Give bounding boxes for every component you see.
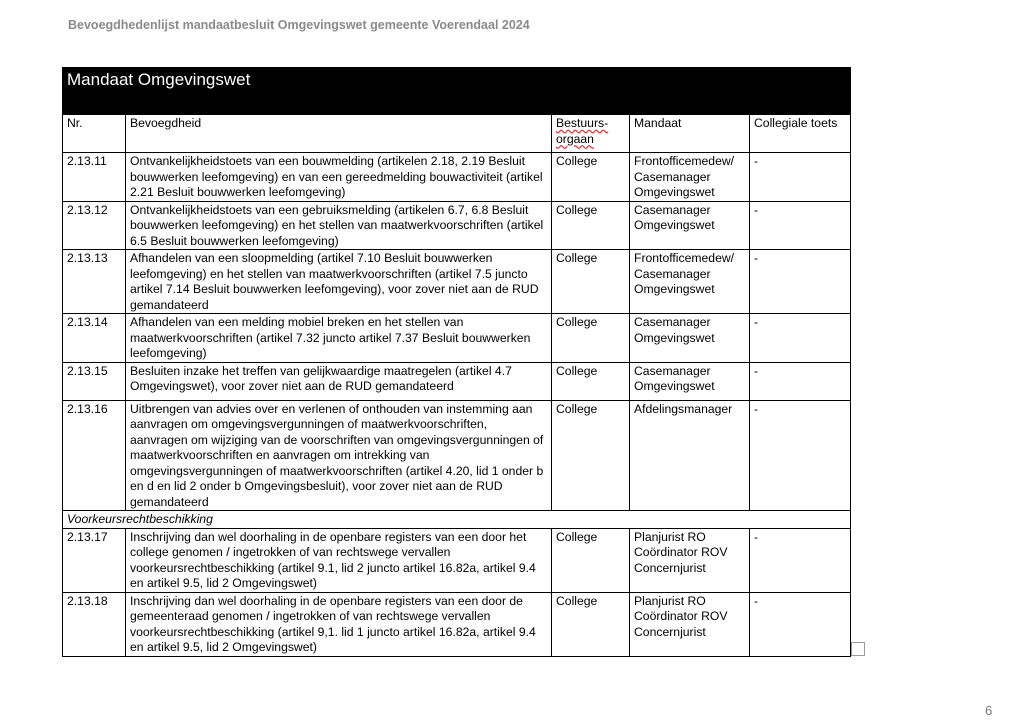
row-bevoegdheid: Inschrijving dan wel doorhaling in de openbare registers van een door de gemeenteraad genomen / ingetrokken of van rechtswege vervallen voorkeursrechtbeschikking (artikel 9,1. lid 1 juncto artikel 16.82a, artikel 9.4 en artikel 9.5, lid 2 Omgevingswet)	[126, 592, 552, 656]
row-collegiale-toets: -	[750, 592, 851, 656]
row-collegiale-toets: -	[750, 201, 851, 250]
row-bevoegdheid: Inschrijving dan wel doorhaling in de openbare registers van een door het college genomen / ingetrokken of van rechtswege vervallen voorkeursrechtbeschikking (artikel 9.1, lid 2 juncto artikel 16.82a, artikel 9.4 en artikel 9.5, lid 2 Omgevingswet)	[126, 528, 552, 592]
row-nr: 2.13.13	[63, 250, 126, 314]
row-nr: 2.13.15	[63, 362, 126, 400]
row-bevoegdheid: Afhandelen van een melding mobiel breken en het stellen van maatwerkvoorschriften (artikel 7.32 juncto artikel 7.37 Besluit bouwwerken leefomgeving)	[126, 314, 552, 363]
table-row	[63, 592, 851, 656]
row-bestuursorgaan: College	[552, 153, 630, 202]
row-collegiale-toets: -	[750, 314, 851, 363]
table-row	[63, 314, 851, 363]
row-nr: 2.13.18	[63, 592, 126, 656]
column-header-collegiale-toets: Collegiale toets	[750, 115, 851, 153]
row-bestuursorgaan: College	[552, 400, 630, 511]
row-bevoegdheid: Ontvankelijkheidstoets van een bouwmelding (artikelen 2.18, 2.19 Besluit bouwwerken leefomgeving) en van een gereedmelding bouwactiviteit (artikel 2.21 Besluit bouwwerken leefomgeving)	[126, 153, 552, 202]
column-header-bestuursorgaan-text: Bestuurs-orgaan	[556, 116, 609, 146]
row-collegiale-toets: -	[750, 153, 851, 202]
row-bevoegdheid: Ontvankelijkheidstoets van een gebruiksmelding (artikelen 6.7, 6.8 Besluit bouwwerken leefomgeving) en het stellen van maatwerkvoorschriften (artikel 6.5 Besluit bouwwerken leefomgeving)	[126, 201, 552, 250]
column-header-bestuursorgaan	[552, 115, 630, 153]
table-title: Mandaat Omgevingswet	[63, 68, 851, 115]
row-bevoegdheid: Uitbrengen van advies over en verlenen of onthouden van instemming aan aanvragen om omgevingsvergunningen of maatwerkvoorschriften, aanvragen om wijziging van de voorschriften van omgevingsvergunningen of maatwerkvoorschriften en aanvragen om intrekking van omgevingsvergunningen of maatwerkvoorschriften (artikel 4.20, lid 1 onder b en d en lid 2 onder b Omgevingsbesluit), voor zover niet aan de RUD gemandateerd	[126, 400, 552, 511]
row-bestuursorgaan: College	[552, 201, 630, 250]
row-collegiale-toets: -	[750, 528, 851, 592]
section-heading: Voorkeursrechtbeschikking	[63, 511, 851, 529]
row-mandaat: Casemanager Omgevingswet	[630, 314, 750, 363]
row-nr: 2.13.17	[63, 528, 126, 592]
row-collegiale-toets: -	[750, 362, 851, 400]
table-title-row	[63, 68, 851, 115]
row-bestuursorgaan: College	[552, 314, 630, 363]
table-row	[63, 201, 851, 250]
table-row	[63, 400, 851, 511]
column-header-nr: Nr.	[63, 115, 126, 153]
row-mandaat: Planjurist RO Coördinator ROV Concernjurist	[630, 592, 750, 656]
mandaat-table	[62, 67, 851, 657]
document-running-header: Bevoegdhedenlijst mandaatbesluit Omgevingswet gemeente Voerendaal 2024	[68, 18, 530, 32]
table-row	[63, 362, 851, 400]
table-row	[63, 528, 851, 592]
row-nr: 2.13.16	[63, 400, 126, 511]
row-collegiale-toets: -	[750, 250, 851, 314]
section-row	[63, 511, 851, 529]
table-resize-handle[interactable]	[851, 642, 865, 656]
row-mandaat: Casemanager Omgevingswet	[630, 201, 750, 250]
row-collegiale-toets: -	[750, 400, 851, 511]
row-nr: 2.13.14	[63, 314, 126, 363]
row-nr: 2.13.12	[63, 201, 126, 250]
table-row	[63, 250, 851, 314]
row-mandaat: Frontofficemedew/ Casemanager Omgevingswet	[630, 250, 750, 314]
row-bestuursorgaan: College	[552, 592, 630, 656]
column-header-bevoegdheid: Bevoegdheid	[126, 115, 552, 153]
table-header-row	[63, 115, 851, 153]
row-mandaat: Afdelingsmanager	[630, 400, 750, 511]
row-mandaat: Frontofficemedew/ Casemanager Omgevingswet	[630, 153, 750, 202]
row-bestuursorgaan: College	[552, 528, 630, 592]
table-row	[63, 153, 851, 202]
row-mandaat: Casemanager Omgevingswet	[630, 362, 750, 400]
row-bestuursorgaan: College	[552, 362, 630, 400]
column-header-mandaat: Mandaat	[630, 115, 750, 153]
row-nr: 2.13.11	[63, 153, 126, 202]
page-number: 6	[985, 703, 993, 718]
row-bestuursorgaan: College	[552, 250, 630, 314]
row-bevoegdheid: Afhandelen van een sloopmelding (artikel 7.10 Besluit bouwwerken leefomgeving) en het stellen van maatwerkvoorschriften (artikel 7.5 juncto artikel 7.14 Besluit bouwwerken leefomgeving), voor zover niet aan de RUD gemandateerd	[126, 250, 552, 314]
row-bevoegdheid: Besluiten inzake het treffen van gelijkwaardige maatregelen (artikel 4.7 Omgevingswet), voor zover niet aan de RUD gemandateerd	[126, 362, 552, 400]
row-mandaat: Planjurist RO Coördinator ROV Concernjurist	[630, 528, 750, 592]
